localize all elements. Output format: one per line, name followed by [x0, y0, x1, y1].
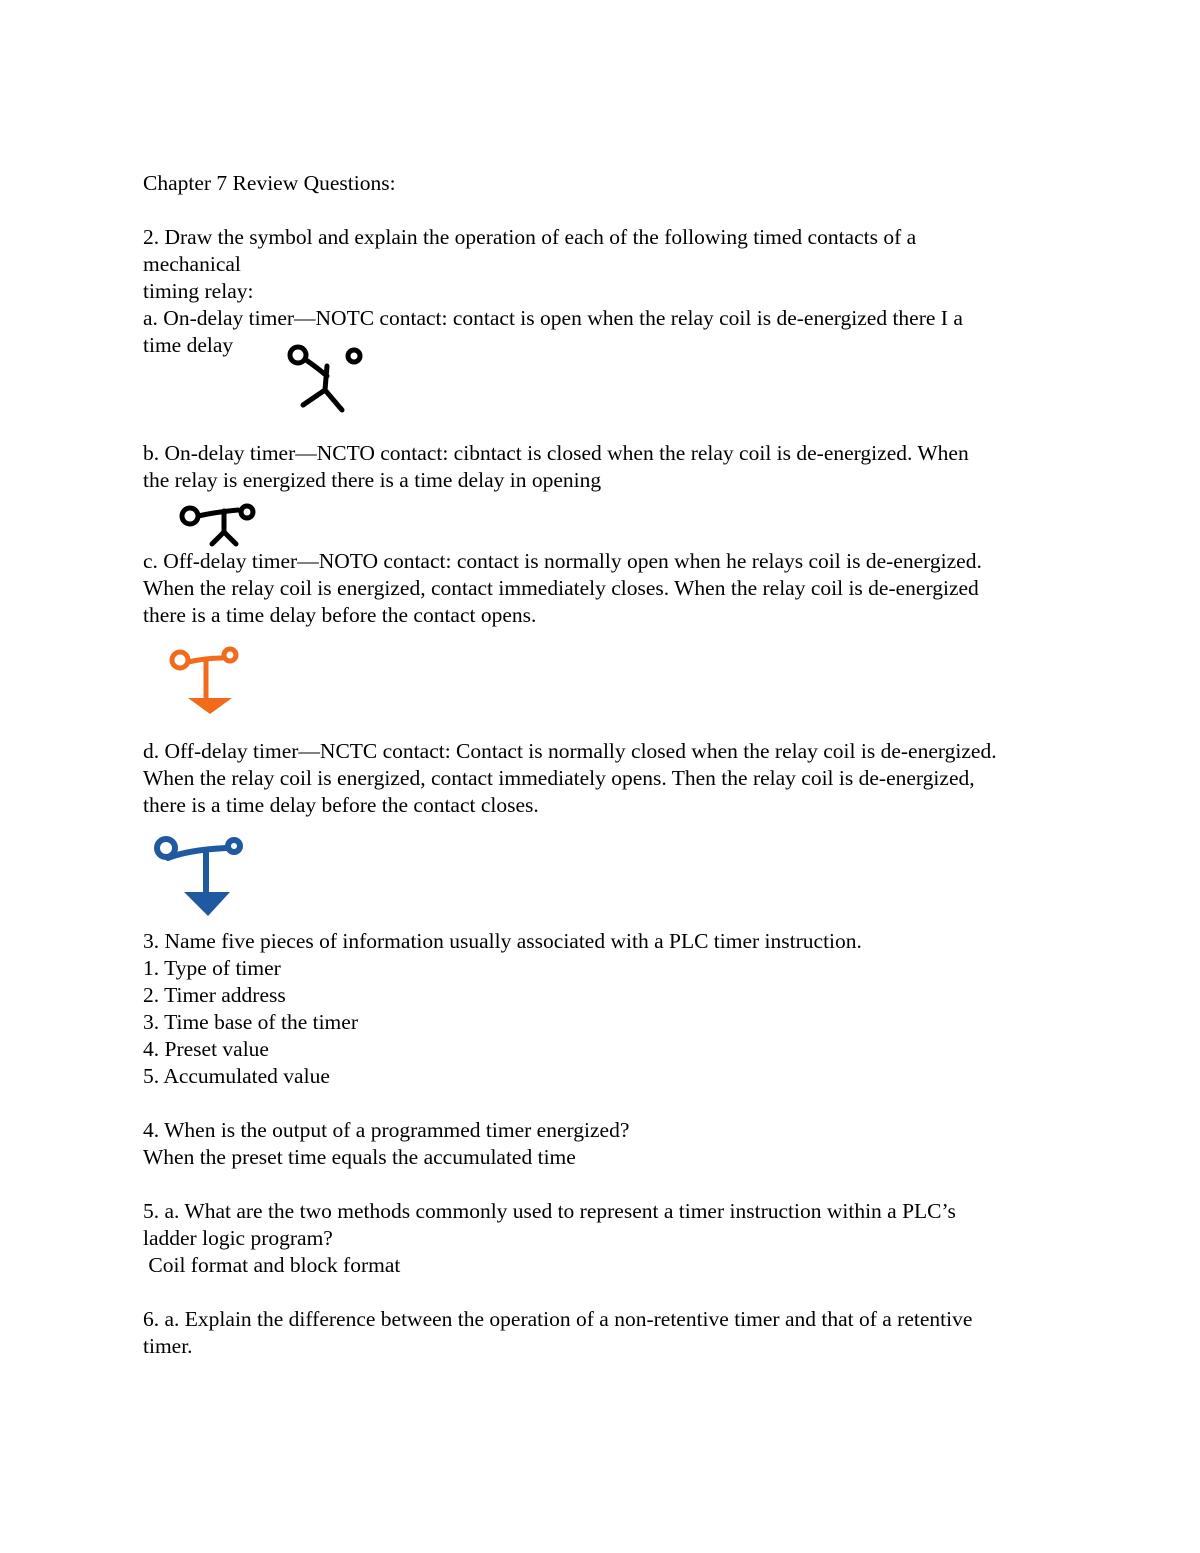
q4-answer: When the preset time equals the accumulated time	[143, 1145, 576, 1169]
q2b-line2: the relay is energized there is a time delay in opening	[143, 468, 602, 492]
q2-line2: mechanical	[143, 252, 241, 276]
on-delay-notc-symbol	[285, 340, 369, 418]
q2d-line1: d. Off-delay timer—NCTC contact: Contact is normally closed when the relay coil is de-energized.	[143, 739, 997, 763]
q2a-line2: time delay	[143, 333, 234, 357]
q2a-line1: a. On-delay timer—NOTC contact: contact is open when the relay coil is de-energized there I a	[143, 306, 963, 330]
q2b-line1: b. On-delay timer—NCTO contact: cibntact is closed when the relay coil is de-energized. When	[143, 441, 969, 465]
q2d-line3: there is a time delay before the contact closes.	[143, 793, 539, 817]
q5-answer: Coil format and block format	[143, 1253, 401, 1277]
on-delay-ncto-symbol	[176, 498, 260, 550]
q2-line3: timing relay:	[143, 279, 254, 303]
q2-line1: 2. Draw the symbol and explain the operation of each of the following timed contacts of a	[143, 225, 917, 249]
q2c-line2: When the relay coil is energized, contact immediately closes. When the relay coil is de-energized	[143, 576, 979, 600]
q3-answer-2: 2. Timer address	[143, 983, 286, 1007]
off-delay-noto-symbol	[162, 642, 252, 722]
q2d-line2: When the relay coil is energized, contact immediately opens. Then the relay coil is de-energized,	[143, 766, 975, 790]
q6-line1: 6. a. Explain the difference between the operation of a non-retentive timer and that of a retentive	[143, 1307, 973, 1331]
q5-line2: ladder logic program?	[143, 1226, 333, 1250]
q3-answer-5: 5. Accumulated value	[143, 1064, 330, 1088]
off-delay-nctc-symbol	[148, 832, 248, 922]
q5-line1: 5. a. What are the two methods commonly used to represent a timer instruction within a PLC’s	[143, 1199, 956, 1223]
q2c-line3: there is a time delay before the contact opens.	[143, 603, 537, 627]
q3-answer-4: 4. Preset value	[143, 1037, 269, 1061]
q6-line2: timer.	[143, 1334, 193, 1358]
q3-question: 3. Name five pieces of information usually associated with a PLC timer instruction.	[143, 929, 862, 953]
chapter-heading: Chapter 7 Review Questions:	[143, 171, 396, 195]
q2c-line1: c. Off-delay timer—NOTO contact: contact is normally open when he relays coil is de-energized.	[143, 549, 982, 573]
q3-answer-1: 1. Type of timer	[143, 956, 281, 980]
q3-answer-3: 3. Time base of the timer	[143, 1010, 358, 1034]
q4-question: 4. When is the output of a programmed timer energized?	[143, 1118, 630, 1142]
